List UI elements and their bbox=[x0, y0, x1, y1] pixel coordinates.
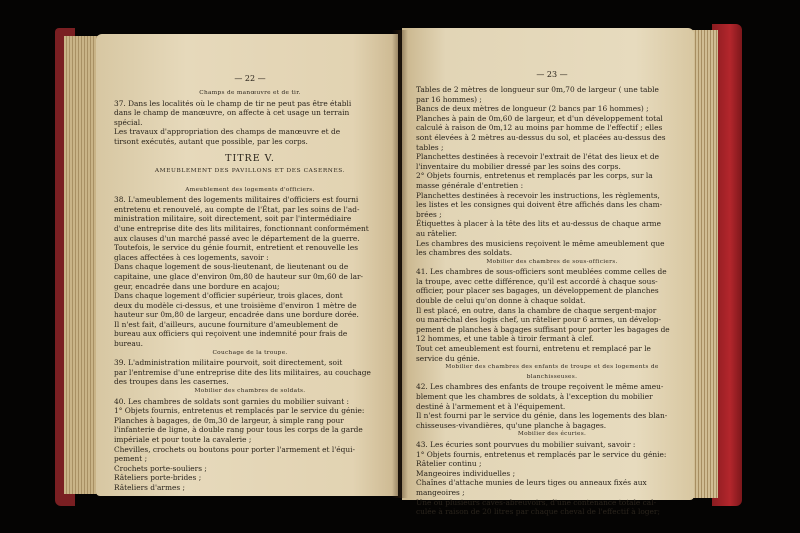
text-line: 2° Objets fournis, entretenus et remplacés par les corps, sur la bbox=[416, 171, 653, 181]
page-number: — 23 — bbox=[536, 70, 568, 79]
text-line: les listes et les consignes qui doivent être affichés dans les cham- bbox=[416, 200, 663, 210]
text-line: impériale et pour toute la cavalerie ; bbox=[114, 435, 252, 444]
text-block bbox=[114, 89, 386, 147]
text-line: d'une entreprise dite des lits militaires, fonctionnant conformément bbox=[114, 223, 369, 233]
text-line: 39. L'administration militaire pourvoit, soit directement, soit bbox=[114, 358, 343, 368]
text-line: bureau aux officiers qui reçoivent une indemnité pour frais de bbox=[114, 329, 348, 339]
page-number: — 22 — bbox=[234, 74, 266, 83]
text-line: Râteliers d'armes ; bbox=[114, 482, 185, 492]
text-line: masse générale d'entretien : bbox=[416, 180, 524, 190]
text-line: Ameublement des logements d'officiers. bbox=[185, 186, 315, 193]
text-block bbox=[114, 186, 386, 493]
text-line: entretenu et renouvelé, au compte de l'État, par les soins de l'ad- bbox=[114, 204, 360, 214]
text-line: calculé à raison de 0m,12 au moins par homme de l'effectif ; elles bbox=[416, 123, 663, 133]
text-line: Les travaux d'appropriation des champs de manœuvre et de bbox=[114, 127, 341, 137]
text-line: l'infanterie de ligne, à double rang pour tous les corps de la garde bbox=[114, 425, 363, 435]
text-line: Tables de 2 mètres de longueur sur 0m,70 de largeur ( une table bbox=[416, 85, 659, 94]
text-line: tirsont exécutés, autant que possible, par les corps. bbox=[114, 136, 308, 146]
text-line: Râtelier continu ; bbox=[416, 459, 482, 469]
text-line: Planches à bagages, de 0m,30 de largeur, à simple rang pour bbox=[114, 415, 344, 425]
text-line: les chambres des soldats. bbox=[416, 248, 513, 258]
text-line: officier, pour placer ses bagages, un développement de planches bbox=[416, 286, 659, 296]
text-line: Tout cet ameublement est fourni, entretenu et remplacé par le bbox=[416, 344, 651, 354]
text-line: Crochets porte-souliers ; bbox=[114, 463, 207, 473]
text-line: spécial. bbox=[114, 117, 143, 127]
page-edges-left bbox=[64, 36, 98, 494]
right-page bbox=[402, 28, 694, 517]
text-line: double de celui qu'on donne à chaque soldat. bbox=[416, 296, 586, 306]
text-line: culée à raison de 20 litres par chaque cheval de l'effectif à loger; bbox=[416, 507, 660, 517]
text-line: des troupes dans les casernes. bbox=[114, 377, 229, 387]
text-line: tables ; bbox=[416, 142, 444, 152]
text-line: Il n'est fait, d'ailleurs, aucune fourniture d'ameublement de bbox=[114, 319, 338, 329]
text-line: Champs de manœuvre et de tir. bbox=[199, 90, 301, 96]
text-line: 40. Les chambres de soldats sont garnies du mobilier suivant : bbox=[114, 396, 350, 406]
text-line: service du génie. bbox=[416, 353, 480, 363]
text-line: aux clauses d'un marché passé avec le département de la guerre. bbox=[114, 233, 360, 243]
text-line: Mangeoires individuelles ; bbox=[416, 468, 516, 478]
text-line: deux du modèle ci-dessus, et une troisième d'environ 1 mètre de bbox=[114, 300, 357, 310]
text-line: Étiquettes à placer à la tête des lits et au-dessus de chaque arme bbox=[416, 219, 661, 229]
text-line: destiné à l'armement et à l'équipement. bbox=[416, 401, 566, 411]
text-block bbox=[416, 85, 688, 517]
text-line: sont élevées à 2 mètres au-dessus du sol, et placées au-dessus des bbox=[416, 132, 666, 142]
left-page-content bbox=[114, 74, 386, 493]
text-line: ou maréchal des logis chef, un râtelier pour 6 armes, un dévelop- bbox=[416, 315, 662, 325]
text-line: Une ou plusieurs caves-abreuvoirs, d'une contenance totale cal- bbox=[416, 497, 657, 507]
text-line: Toutefois, le service du génie fournit, entretient et renouvelle les bbox=[114, 243, 359, 253]
text-line: Mobilier des chambres de sous-officiers. bbox=[486, 258, 618, 265]
text-line: 37. Dans les localités où le champ de tir ne peut pas être établi bbox=[114, 98, 352, 108]
right-page-content bbox=[416, 70, 688, 517]
text-line: Dans chaque logement de sous-lieutenant, de lieutenant ou de bbox=[114, 262, 349, 272]
text-line: Il n'est fourni par le service du génie, dans les logements des blan- bbox=[416, 411, 668, 421]
text-line: par 16 hommes) ; bbox=[416, 94, 482, 104]
text-line: 1° Objets fournis, entretenus et remplacés par le service du génie: bbox=[416, 449, 667, 459]
text-line: Mobilier des écuries. bbox=[517, 431, 587, 438]
text-line: Planchettes destinées à recevoir l'extrait de l'état des lieux et de bbox=[416, 152, 660, 162]
text-line: Chevilles, crochets ou boutons pour porter l'armement et l'équi- bbox=[114, 444, 356, 454]
text-line: Râteliers porte-brides ; bbox=[114, 473, 202, 483]
text-line: geur, encadrée dans une bordure en acajou; bbox=[114, 281, 280, 291]
text-line: chisseuses-vivandières, qu'une planche à bagages. bbox=[416, 420, 607, 430]
text-line: pement ; bbox=[114, 454, 148, 464]
section-subtitle: AMEUBLEMENT DES PAVILLONS ET DES CASERNES. bbox=[154, 167, 346, 174]
text-line: dans le champ de manœuvre, on affecte à cet usage un terrain bbox=[114, 108, 350, 118]
book-gutter bbox=[392, 30, 408, 498]
text-line: Bancs de deux mètres de longueur (2 bancs par 16 hommes) ; bbox=[416, 104, 649, 114]
text-line: blanchisseuses. bbox=[526, 373, 578, 380]
text-line: 12 hommes, et une table à tiroir fermant à clef. bbox=[416, 334, 594, 344]
page-edges-right bbox=[690, 30, 718, 498]
text-line: Les chambres des musiciens reçoivent le même ameublement que bbox=[416, 238, 665, 248]
section-title: TITRE V. bbox=[225, 152, 275, 164]
text-line: 42. Les chambres des enfants de troupe reçoivent le même ameu- bbox=[416, 382, 664, 392]
text-line: 43. Les écuries sont pourvues du mobilier suivant, savoir : bbox=[416, 439, 636, 449]
text-line: brées ; bbox=[416, 209, 442, 219]
text-line: hauteur sur 0m,80 de largeur, encadrée dans une bordure dorée. bbox=[114, 310, 359, 320]
text-line: Mobilier des chambres des enfants de troupe et des logements de bbox=[445, 364, 659, 371]
text-line: Il est placé, en outre, dans la chambre de chaque sergent-major bbox=[416, 305, 657, 315]
text-line: 38. L'ameublement des logements militaires d'officiers est fourni bbox=[114, 195, 359, 205]
text-line: Planches à pain de 0m,60 de largeur, et d'un développement total bbox=[416, 113, 663, 123]
text-line: pement de planches à bagages suffisant pour porter les bagages de bbox=[416, 324, 670, 334]
text-line: par l'entremise d'une entreprise dite des lits militaires, au couchage bbox=[114, 367, 371, 377]
text-line: 41. Les chambres de sous-officiers sont meublées comme celles de bbox=[416, 267, 667, 277]
text-line: bureau. bbox=[114, 339, 143, 349]
text-line: au râtelier. bbox=[416, 228, 457, 238]
text-line: mangeoires ; bbox=[416, 487, 465, 497]
text-line: Couchage de la troupe. bbox=[212, 349, 288, 356]
text-line: Dans chaque logement d'officier supérieur, trois glaces, dont bbox=[114, 291, 343, 301]
text-line: l'inventaire du mobilier dressé par les soins des corps. bbox=[416, 161, 621, 171]
text-line: capitaine, une glace d'environ 0m,80 de hauteur sur 0m,60 de lar- bbox=[114, 271, 364, 281]
text-line: blement que les chambres de soldats, à l'exception du mobilier bbox=[416, 392, 653, 401]
text-line: 1° Objets fournis, entretenus et remplacés par le service du génie: bbox=[114, 406, 365, 416]
text-line: la troupe, avec cette différence, qu'il est accordé à chaque sous- bbox=[416, 276, 658, 286]
text-line: Planchettes destinées à recevoir les instructions, les règlements, bbox=[416, 190, 660, 200]
text-line: ministration militaire, soit directement, soit par l'intermédiaire bbox=[114, 214, 352, 224]
left-page bbox=[96, 34, 398, 496]
text-line: Mobilier des chambres de soldats. bbox=[194, 388, 306, 395]
text-line: Chaînes d'attache munies de leurs tiges ou anneaux fixés aux bbox=[416, 478, 647, 488]
text-line: glaces affectées à ces logements, savoir : bbox=[114, 252, 269, 262]
